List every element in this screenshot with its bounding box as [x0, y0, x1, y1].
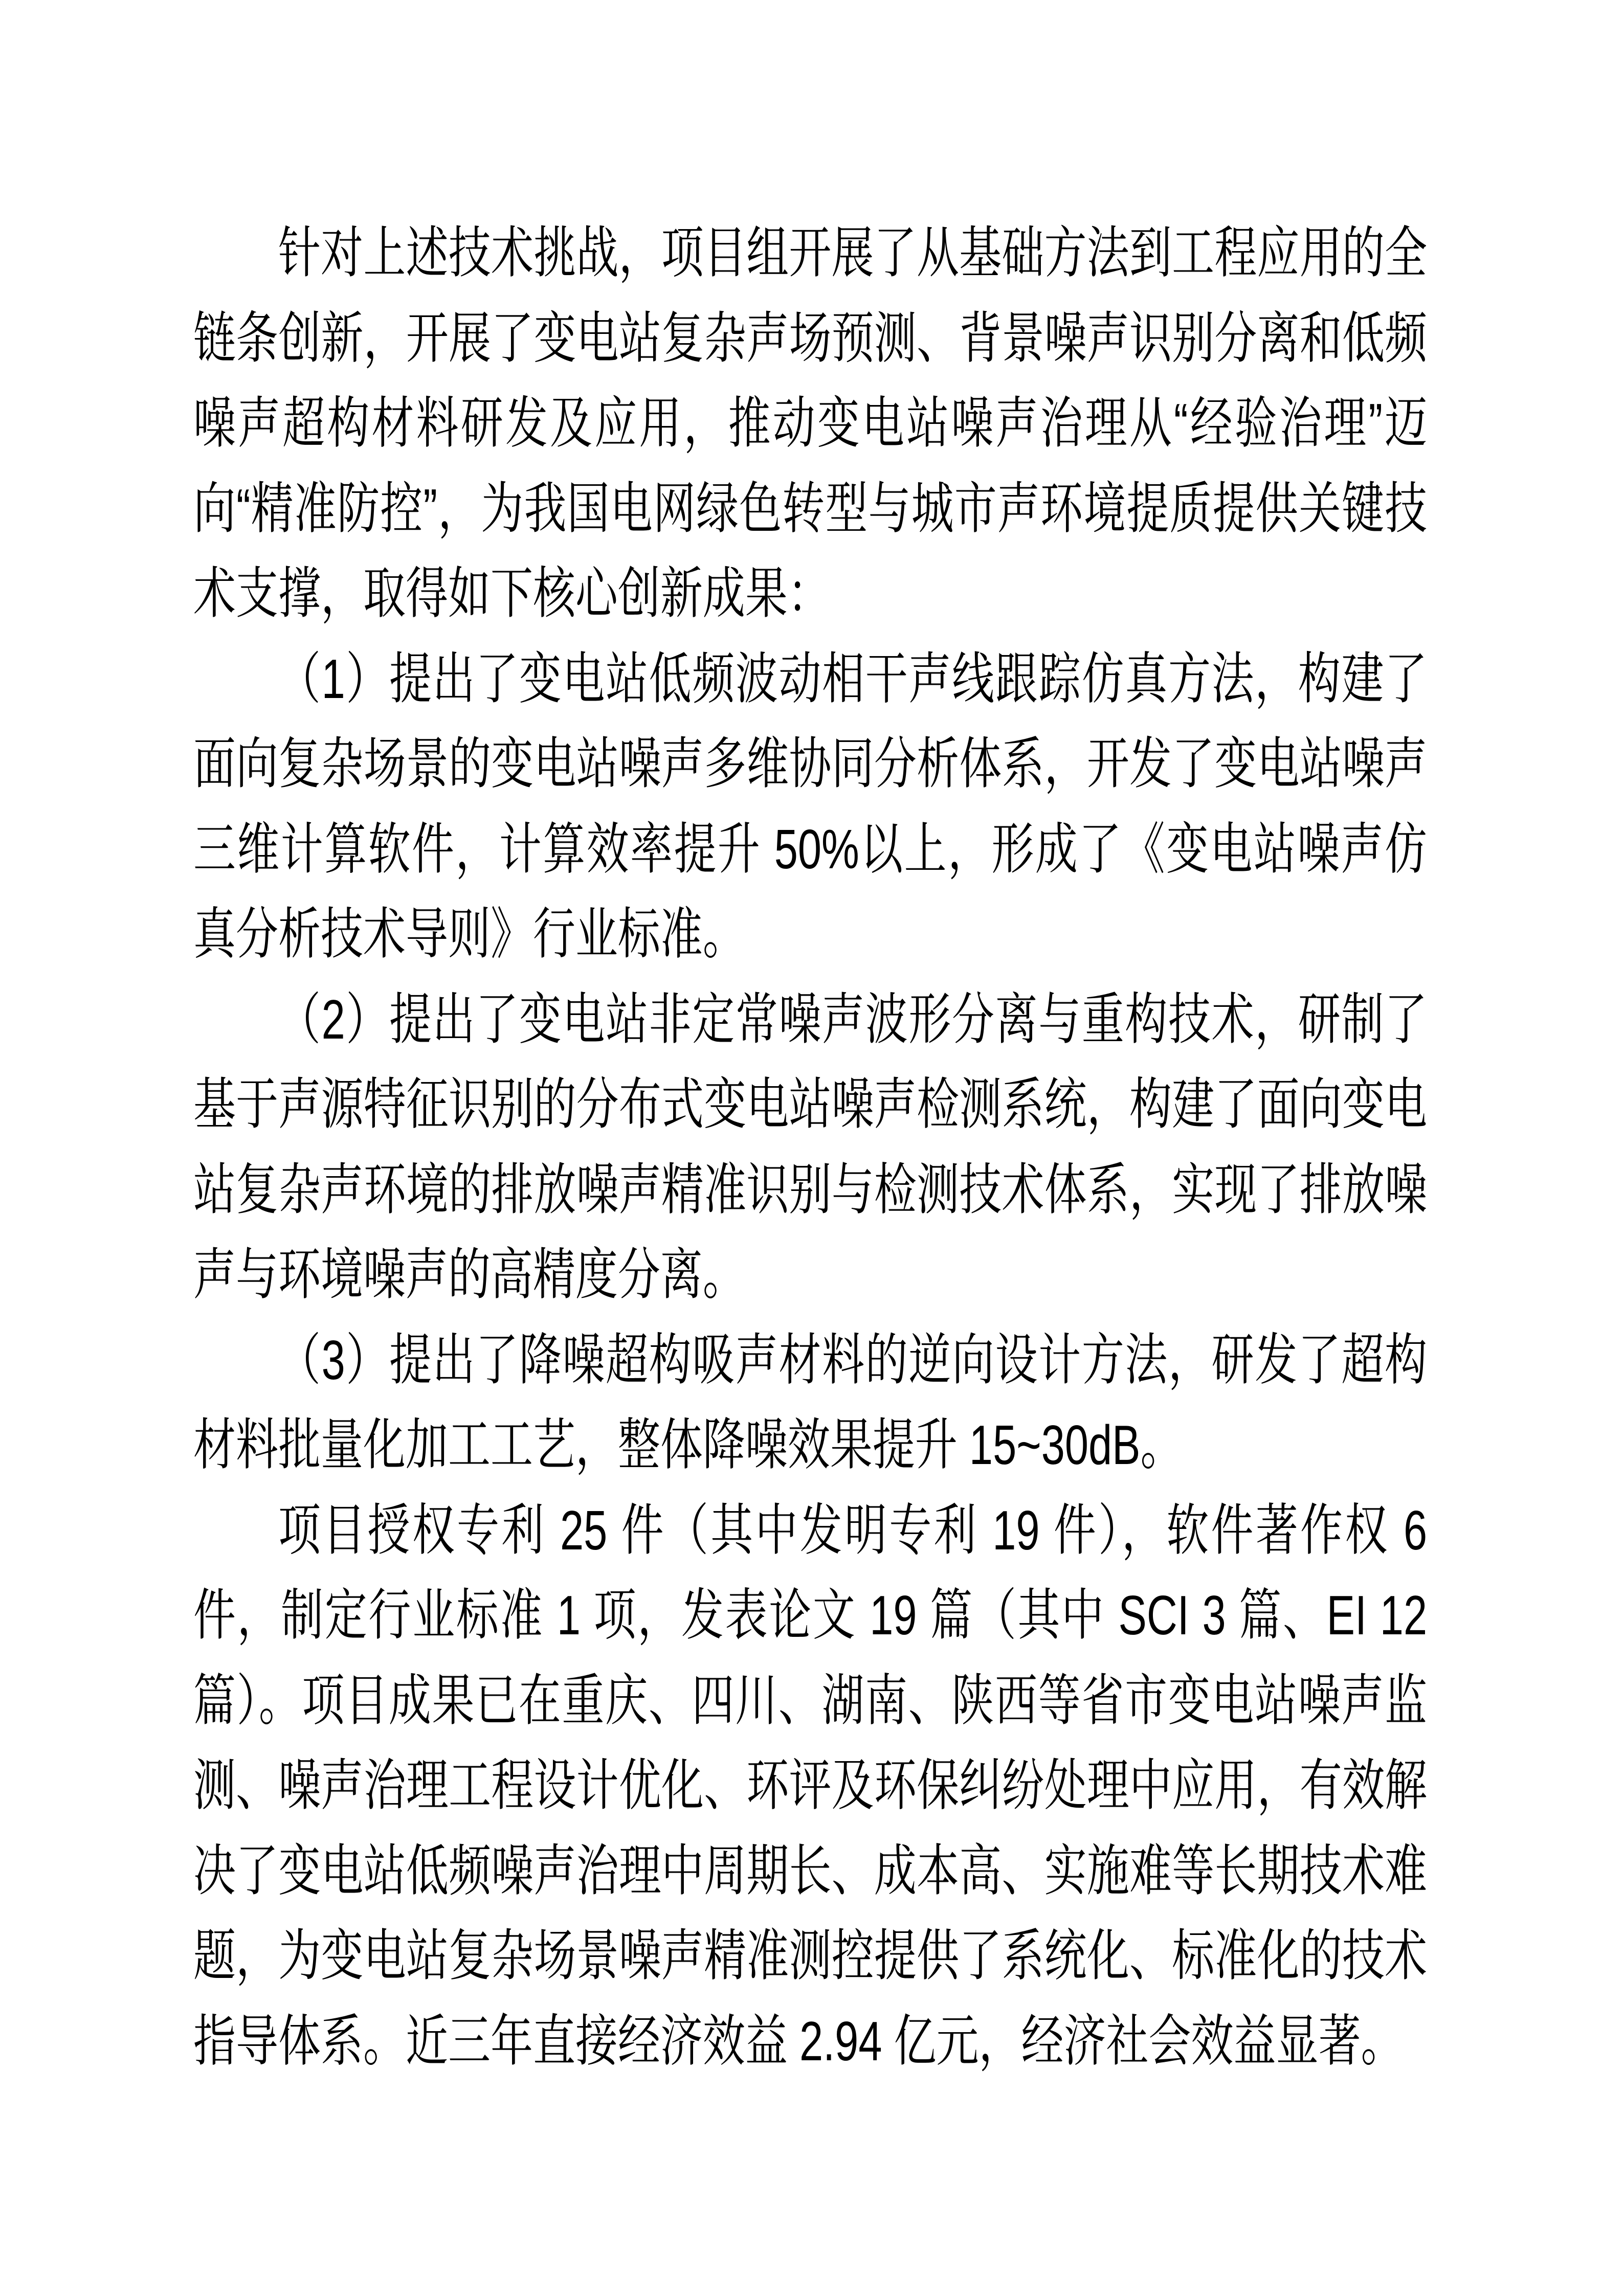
body-paragraph-achievement-1: （1）提出了变电站低频波动相干声线跟踪仿真方法，构建了面向复杂场景的变电站噪声多维协同分析体系，开发了变电站噪声三维计算软件，计算效率提升 50%以上，形成了《变电站噪声仿真分析技术导则》行业标准。 — [193, 647, 1428, 965]
body-paragraph-results: 项目授权专利 25 件（其中发明专利 19 件），软件著作权 6 件，制定行业标准 1 项，发表论文 19 篇（其中 SCI 3 篇、EI 12 篇）。项目成果已在重庆、四川、湖南、陕西等省市变电站噪声监测、噪声治理工程设计优化、环评及环保纠纷处理中应用，有效解决了变电站低频噪声治理中周期长、成本高、实施难等长期技术难题，为变电站复杂场景噪声精准测控提供了系统化、标准化的技术指导体系。近三年直接经济效益 2.94 亿元，经济社会效益显著。 — [193, 1499, 1428, 2073]
body-paragraph-achievement-2: （2）提出了变电站非定常噪声波形分离与重构技术，研制了基于声源特征识别的分布式变电站噪声检测系统，构建了面向变电站复杂声环境的排放噪声精准识别与检测技术体系，实现了排放噪声与环境噪声的高精度分离。 — [193, 988, 1428, 1306]
text-block — [193, 211, 1427, 2084]
body-paragraph-achievement-3: （3）提出了降噪超构吸声材料的逆向设计方法，研发了超构材料批量化加工工艺，整体降噪效果提升 15~30dB。 — [193, 1329, 1428, 1476]
body-paragraph-intro: 针对上述技术挑战，项目组开展了从基础方法到工程应用的全链条创新，开展了变电站复杂声场预测、背景噪声识别分离和低频噪声超构材料研发及应用，推动变电站噪声治理从“经验治理”迈向“精准防控”，为我国电网绿色转型与城市声环境提质提供关键技术支撑，取得如下核心创新成果： — [193, 222, 1428, 625]
